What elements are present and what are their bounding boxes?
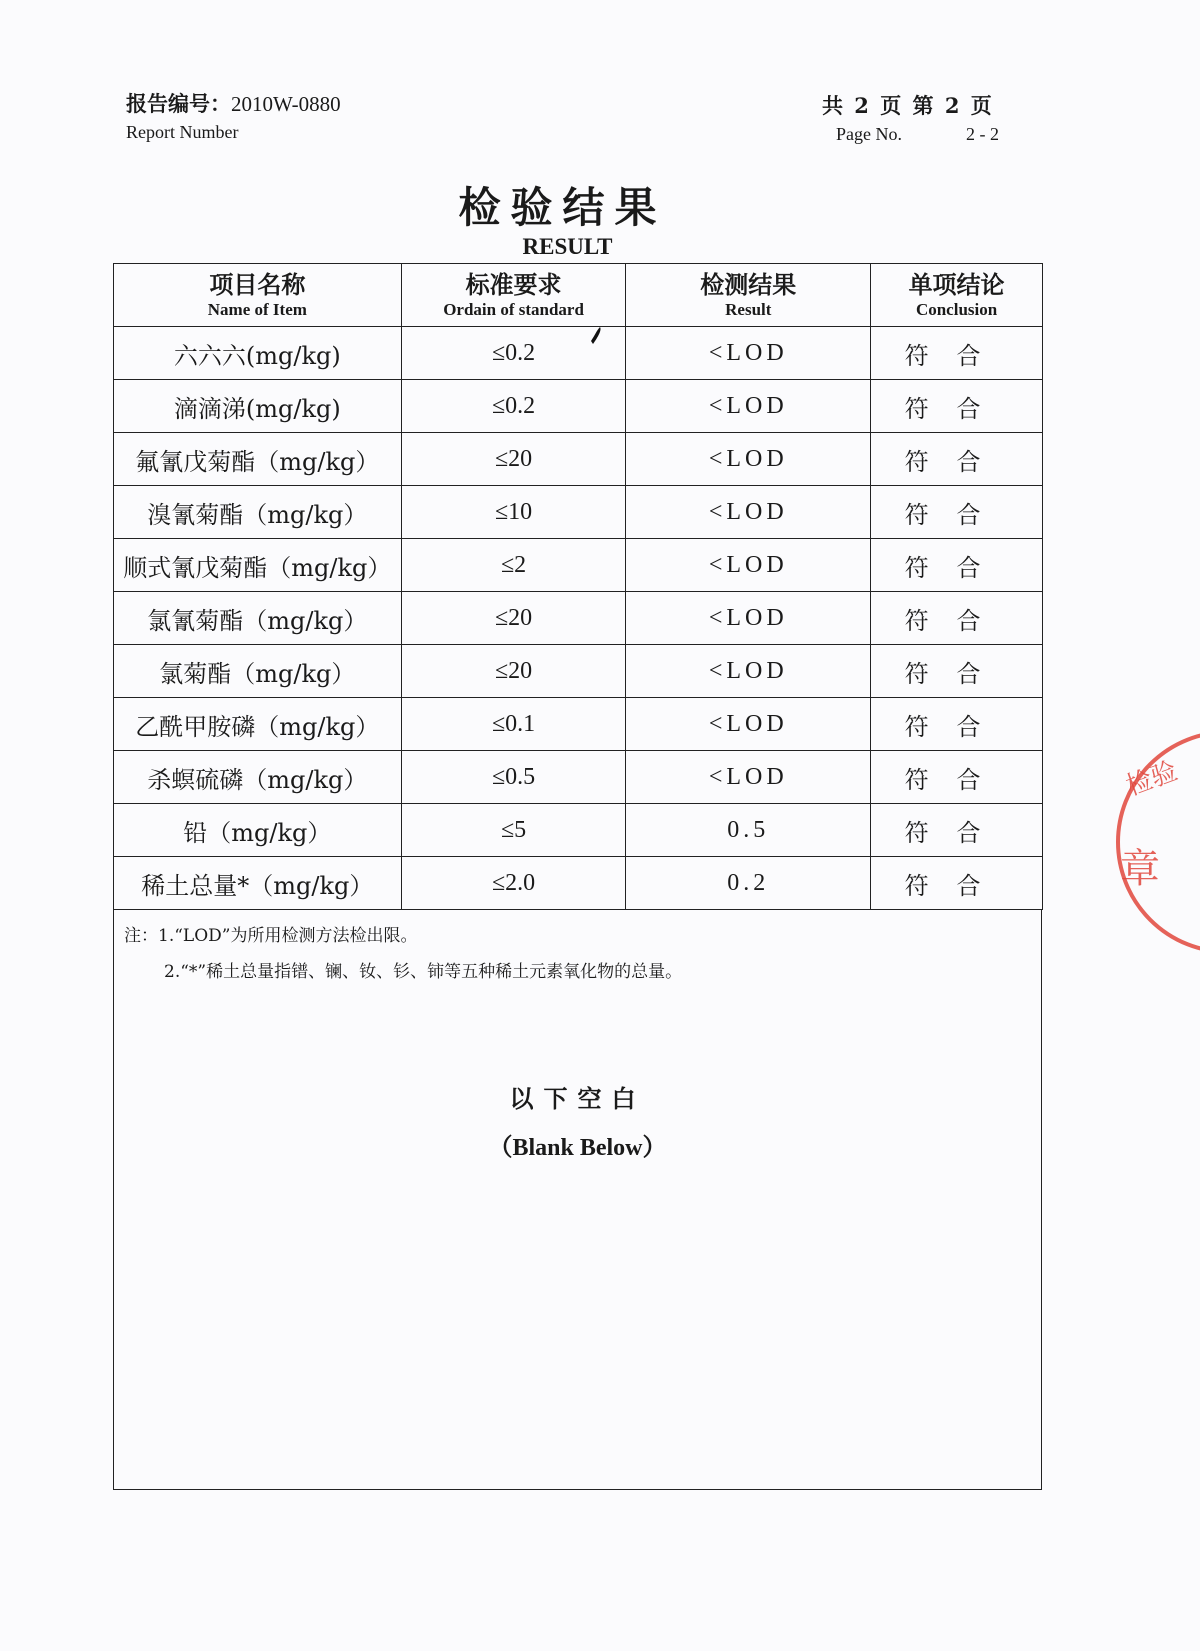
table-row xyxy=(114,486,1043,539)
standard-cell: ≤0.1 xyxy=(401,698,626,751)
item-cell: 铅（mg/kg） xyxy=(114,804,402,857)
report-number-label: 报告编号： xyxy=(126,91,231,116)
result-cell: <LOD xyxy=(626,539,871,592)
result-cell: <LOD xyxy=(626,380,871,433)
item-cell: 滴滴涕(mg/kg) xyxy=(114,380,402,433)
table-row xyxy=(114,380,1043,433)
header-conclusion-cn: 单项结论 xyxy=(908,270,1005,299)
item-cell: 溴氰菊酯（mg/kg） xyxy=(114,486,402,539)
result-cell: <LOD xyxy=(626,645,871,698)
result-cell: <LOD xyxy=(626,486,871,539)
page-count-cn: 共 2 页 第 2 页 xyxy=(822,93,994,118)
report-number-value: 2010W-0880 xyxy=(231,92,341,116)
item-cell: 六六六(mg/kg) xyxy=(114,327,402,380)
header-standard xyxy=(401,264,626,327)
stamp-text-top: 检验 xyxy=(1122,756,1182,803)
result-cell: 0.2 xyxy=(626,857,871,910)
conclusion-cell: 符合 xyxy=(871,539,1043,592)
conclusion-cell: 符合 xyxy=(871,592,1043,645)
result-cell: <LOD xyxy=(626,751,871,804)
header-item xyxy=(114,264,402,327)
result-cell: 0.5 xyxy=(626,804,871,857)
blank-below-en: （Blank Below） xyxy=(488,1135,667,1161)
standard-cell: ≤0.2 xyxy=(401,380,626,433)
item-cell: 氯氰菊酯（mg/kg） xyxy=(114,592,402,645)
result-cell: <LOD xyxy=(626,592,871,645)
standard-cell: ≤0.5 xyxy=(401,751,626,804)
red-seal-stamp xyxy=(1108,722,1200,962)
page-number-value: 2 - 2 xyxy=(966,124,999,144)
table-row xyxy=(114,804,1043,857)
conclusion-cell: 符合 xyxy=(871,804,1043,857)
result-table xyxy=(113,263,1043,910)
header-item-en: Name of Item xyxy=(207,300,307,319)
table-row xyxy=(114,645,1043,698)
page-title-en: RESULT xyxy=(522,234,613,259)
standard-cell: ≤5 xyxy=(401,804,626,857)
page-title-cn: 检验结果 xyxy=(458,183,667,232)
conclusion-cell: 符合 xyxy=(871,380,1043,433)
standard-cell: ≤20 xyxy=(401,592,626,645)
report-number-line xyxy=(126,88,341,118)
stamp-text-bottom: 章 xyxy=(1120,846,1160,892)
standard-cell: ≤0.2 xyxy=(401,327,626,380)
table-row xyxy=(114,592,1043,645)
table-row xyxy=(114,698,1043,751)
item-cell: 顺式氰戊菊酯（mg/kg） xyxy=(114,539,402,592)
conclusion-cell: 符合 xyxy=(871,857,1043,910)
note-rare-earth: 2.“*”稀土总量指镨、镧、钕、钐、铈等五种稀土元素氧化物的总量。 xyxy=(164,962,683,982)
conclusion-cell: 符合 xyxy=(871,698,1043,751)
table-header-row xyxy=(114,264,1043,327)
header-item-cn: 项目名称 xyxy=(209,270,306,299)
item-cell: 乙酰甲胺磷（mg/kg） xyxy=(114,698,402,751)
page-number-label: Page No. xyxy=(836,124,902,144)
page-number-line xyxy=(822,124,1042,145)
report-number-block xyxy=(126,88,341,143)
header-result-cn: 检测结果 xyxy=(700,270,797,299)
header-standard-cn: 标准要求 xyxy=(465,270,562,299)
table-row xyxy=(114,327,1043,380)
header-conclusion-en: Conclusion xyxy=(915,300,998,319)
standard-cell: ≤2.0 xyxy=(401,857,626,910)
header-standard-en: Ordain of standard xyxy=(443,300,584,319)
result-cell: <LOD xyxy=(626,327,871,380)
notes-section xyxy=(113,909,1042,1490)
conclusion-cell: 符合 xyxy=(871,751,1043,804)
standard-cell: ≤2 xyxy=(401,539,626,592)
table-row xyxy=(114,433,1043,486)
page-info-block xyxy=(822,90,1042,145)
result-cell: <LOD xyxy=(626,698,871,751)
result-cell: <LOD xyxy=(626,433,871,486)
table-row xyxy=(114,539,1043,592)
standard-cell: ≤10 xyxy=(401,486,626,539)
conclusion-cell: 符合 xyxy=(871,645,1043,698)
report-number-label-en: Report Number xyxy=(126,122,239,142)
table-row xyxy=(114,857,1043,910)
header-conclusion xyxy=(871,264,1043,327)
header-result xyxy=(626,264,871,327)
item-cell: 氟氰戊菊酯（mg/kg） xyxy=(114,433,402,486)
conclusion-cell: 符合 xyxy=(871,486,1043,539)
blank-below-cn: 以下空白 xyxy=(509,1084,646,1113)
item-cell: 杀螟硫磷（mg/kg） xyxy=(114,751,402,804)
standard-cell: ≤20 xyxy=(401,433,626,486)
header-result-en: Result xyxy=(725,300,772,319)
item-cell: 氯菊酯（mg/kg） xyxy=(114,645,402,698)
conclusion-cell: 符合 xyxy=(871,327,1043,380)
standard-cell: ≤20 xyxy=(401,645,626,698)
item-cell: 稀土总量*（mg/kg） xyxy=(114,857,402,910)
conclusion-cell: 符合 xyxy=(871,433,1043,486)
table-row xyxy=(114,751,1043,804)
note-lod: 注：1.“LOD”为所用检测方法检出限。 xyxy=(124,926,418,946)
